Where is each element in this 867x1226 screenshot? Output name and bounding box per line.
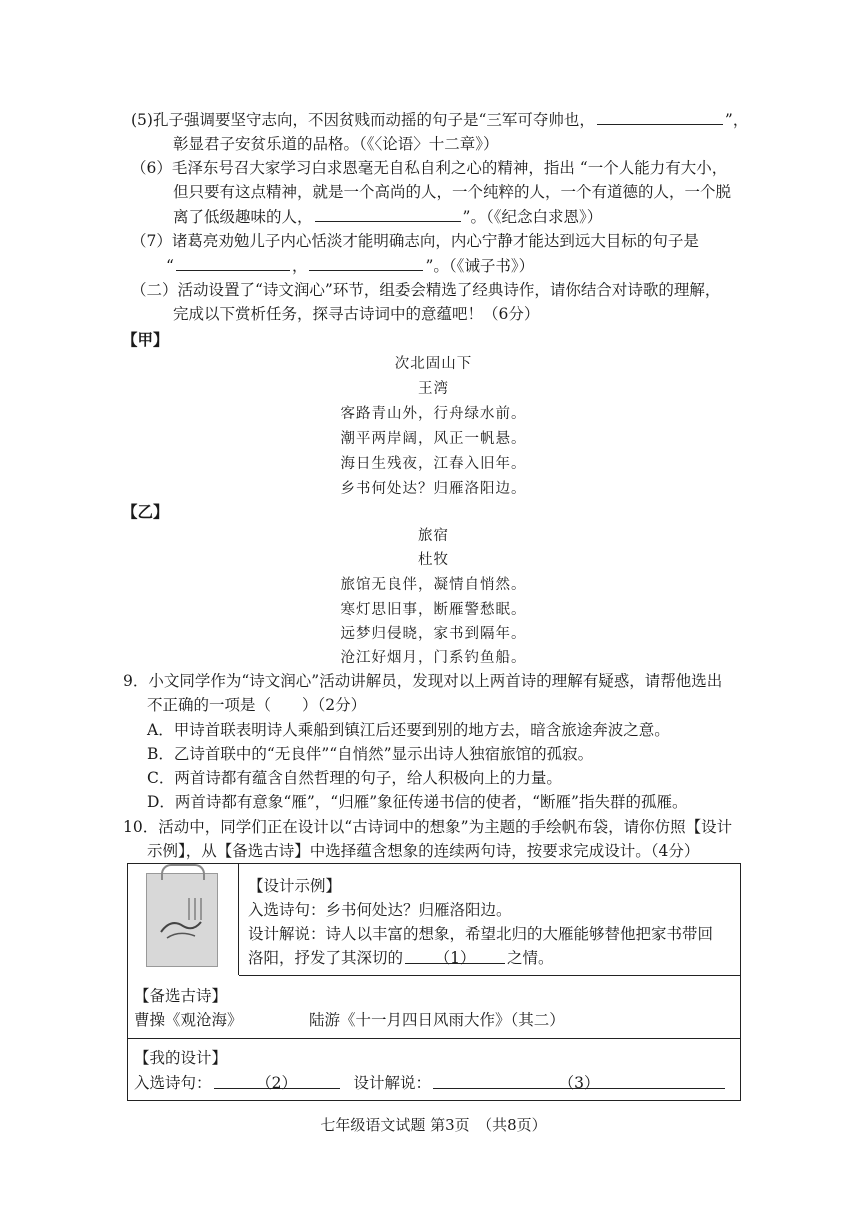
q5-answer-blank[interactable] bbox=[597, 108, 723, 125]
poem-jia-line: 海日生残夜，江春入旧年。 bbox=[340, 456, 527, 472]
q9-option-b[interactable]: B．乙诗首联中的“无良伴”“自悄然”显示出诗人独宿旅馆的孤寂。 bbox=[147, 745, 594, 763]
q6-line1: （6）毛泽东号召大家学习白求恩毫无自私自利之心的精神，指出 “一个人能力有大小， bbox=[131, 159, 728, 177]
bag-illustration bbox=[155, 892, 207, 952]
candidates-divider bbox=[127, 1038, 740, 1039]
poem-yi-line: 旅馆无良伴，凝情自悄然。 bbox=[340, 577, 527, 593]
poem-yi-line: 沧江好烟月，门系钓鱼船。 bbox=[340, 650, 527, 666]
blank-1[interactable]: （1） bbox=[405, 947, 505, 964]
poem-jia-author: 王湾 bbox=[418, 381, 449, 397]
q5-text: (5)孔子强调要坚守志向，不因贫贱而动摇的句子是“三军可夺帅也， bbox=[131, 111, 595, 129]
candidates-title: 【备选古诗】 bbox=[134, 987, 228, 1005]
example-line3 bbox=[248, 947, 554, 969]
q6-line2: 但只要有这点精神，就是一个高尚的人，一个纯粹的人，一个有道德的人，一个脱 bbox=[173, 183, 732, 201]
q10-line2: 示例】，从【备选古诗】中选择蕴含想象的连续两句诗，按要求完成设计。（4分） bbox=[147, 842, 700, 860]
q6-text-end: ”。（《纪念白求恩》） bbox=[462, 208, 603, 226]
q9-line1: 9．小文同学作为“诗文润心”活动讲解员，发现对以上两首诗的理解有疑惑，请帮他选出 bbox=[123, 672, 723, 690]
my-design-pre: 入选诗句： bbox=[134, 1074, 212, 1092]
my-design-title: 【我的设计】 bbox=[134, 1049, 228, 1067]
q9-line2: 不正确的一项是（ ）（2分） bbox=[147, 696, 367, 714]
q7-answer-blank-1[interactable] bbox=[176, 254, 290, 271]
q7-text-end: ”。（《诫子书》） bbox=[425, 257, 535, 275]
my-design-row bbox=[134, 1072, 727, 1094]
q5-line2: 彰显君子安贫乐道的品格。（《〈论语〉十二章》） bbox=[173, 135, 499, 153]
poem-yi-title: 旅宿 bbox=[418, 528, 449, 544]
blank-3[interactable]: （3） bbox=[433, 1072, 725, 1089]
q9-option-c[interactable]: C．两首诗都有蕴含自然哲理的句子，给人积极向上的力量。 bbox=[147, 769, 562, 787]
example-line2: 设计解说：诗人以丰富的想象，希望北归的大雁能够替他把家书带回 bbox=[248, 925, 714, 943]
example-divider bbox=[239, 975, 740, 976]
poem-jia-line: 客路青山外，行舟绿水前。 bbox=[340, 406, 527, 422]
poem-yi-tag: 【乙】 bbox=[122, 502, 169, 521]
canvas-bag-image bbox=[146, 873, 218, 967]
poem-jia-title: 次北固山下 bbox=[394, 356, 473, 372]
q10-line1: 10．活动中，同学们正在设计以“古诗词中的想象”为主题的手绘帆布袋，请你仿照【设计 bbox=[123, 818, 733, 836]
bag-handle bbox=[161, 864, 205, 880]
q6-text: 离了低级趣味的人， bbox=[173, 208, 313, 226]
my-design-mid: 设计解说： bbox=[353, 1074, 432, 1092]
q7-answer-blank-2[interactable] bbox=[309, 254, 423, 271]
poem-yi-line: 远梦归侵晓，家书到隔年。 bbox=[340, 626, 527, 642]
part2-line1: （二）活动设置了“诗文润心”环节，组委会精选了经典诗作，请你结合对诗歌的理解， bbox=[131, 281, 721, 299]
example-line3-post: 之情。 bbox=[507, 949, 554, 967]
poem-yi-author: 杜牧 bbox=[418, 552, 449, 568]
q6-line3 bbox=[173, 205, 602, 228]
candidate-2: 陆游《十一月四日风雨大作》（其二） bbox=[309, 1011, 565, 1029]
example-line3-pre: 洛阳，抒发了其深切的 bbox=[248, 949, 404, 967]
bag-image-cell bbox=[127, 863, 239, 975]
q5-text-end: ”， bbox=[724, 111, 749, 129]
poem-jia-line: 乡书何处达？归雁洛阳边。 bbox=[340, 481, 527, 497]
q5-line1 bbox=[131, 108, 748, 131]
q6-answer-blank[interactable] bbox=[315, 205, 461, 222]
poem-yi-line: 寒灯思旧事，断雁警愁眠。 bbox=[340, 602, 527, 618]
part2-line2: 完成以下赏析任务，探寻古诗词中的意蕴吧！（6分） bbox=[173, 305, 540, 323]
page-footer: 七年级语文试题 第3页 （共8页） bbox=[320, 1116, 547, 1134]
candidate-1: 曹操《观沧海》 bbox=[134, 1011, 243, 1029]
poem-jia-line: 潮平两岸阔，风正一帆悬。 bbox=[340, 431, 527, 447]
q7-line2 bbox=[166, 254, 534, 277]
blank-2[interactable]: （2） bbox=[214, 1072, 340, 1089]
example-line1: 入选诗句：乡书何处达？归雁洛阳边。 bbox=[248, 901, 512, 919]
example-title: 【设计示例】 bbox=[248, 877, 342, 895]
q9-option-d[interactable]: D．两首诗都有意象“雁”，“归雁”象征传递书信的使者，“断雁”指失群的孤雁。 bbox=[147, 793, 688, 811]
q7-quote-open: “ bbox=[166, 257, 174, 275]
q9-option-a[interactable]: A．甲诗首联表明诗人乘船到镇江后还要到别的地方去，暗含旅途奔波之意。 bbox=[147, 721, 670, 739]
q7-line1: （7）诸葛亮劝勉儿子内心恬淡才能明确志向，内心宁静才能达到远大目标的句子是 bbox=[131, 232, 699, 250]
poem-jia-tag: 【甲】 bbox=[122, 330, 169, 349]
q7-comma: ， bbox=[291, 257, 308, 275]
